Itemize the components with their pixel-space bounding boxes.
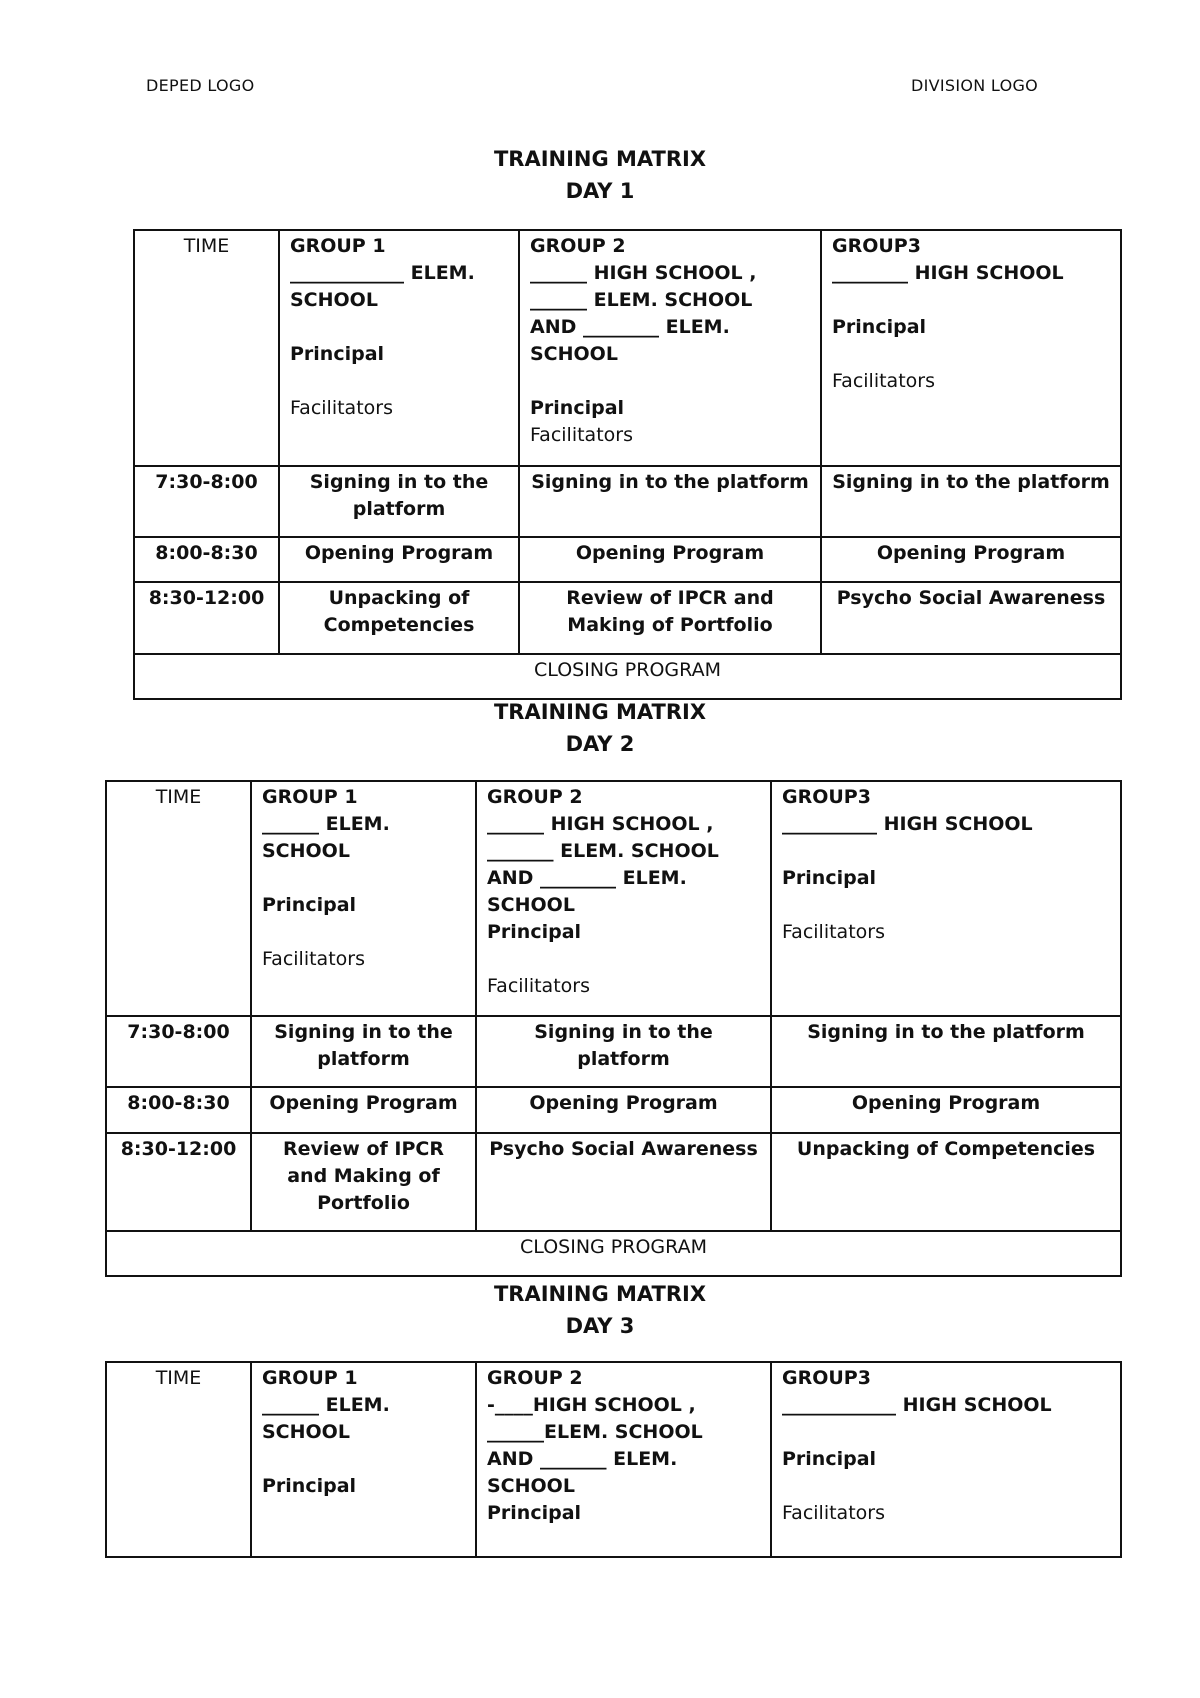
day-label: DAY 1	[565, 179, 635, 203]
group3-header	[821, 230, 1121, 466]
table-row	[134, 230, 1121, 466]
group2-header	[519, 230, 821, 466]
group-school: _______ ELEM. SCHOOL	[487, 840, 719, 862]
time-header: TIME	[106, 1362, 251, 1557]
day1-title	[0, 143, 1200, 207]
matrix-title: TRAINING MATRIX	[493, 700, 707, 724]
principal-label: Principal	[782, 867, 877, 889]
group-name: GROUP 1	[262, 786, 358, 808]
table-row	[106, 781, 1121, 1016]
closing-program: CLOSING PROGRAM	[134, 654, 1121, 699]
time-header: TIME	[106, 781, 251, 1016]
division-logo-placeholder: DIVISION LOGO	[911, 76, 1039, 95]
group3-header	[771, 781, 1121, 1016]
table-row	[106, 1016, 1121, 1087]
activity-cell: Signing in to the platform	[821, 466, 1121, 537]
group-school: AND ________ ELEM. SCHOOL	[530, 316, 730, 365]
activity-cell: Signing in to the platform	[251, 1016, 476, 1087]
activity-cell: Psycho Social Awareness	[821, 582, 1121, 654]
activity-cell: Unpacking of Competencies	[279, 582, 519, 654]
time-cell: 8:00-8:30	[106, 1087, 251, 1133]
principal-label: Principal	[262, 1475, 357, 1497]
facilitators-label: Facilitators	[290, 397, 393, 419]
group-school: ______ ELEM. SCHOOL	[262, 1394, 390, 1443]
group-school: ______ HIGH SCHOOL ,	[487, 813, 714, 835]
group-name: GROUP 2	[487, 786, 583, 808]
group-school: ______ELEM. SCHOOL	[487, 1421, 703, 1443]
group1-header	[251, 1362, 476, 1557]
group-school: ______ ELEM. SCHOOL	[530, 289, 753, 311]
activity-cell: Opening Program	[476, 1087, 771, 1133]
activity-cell: Signing in to the platform	[476, 1016, 771, 1087]
matrix-title: TRAINING MATRIX	[493, 1282, 707, 1306]
activity-cell: Opening Program	[251, 1087, 476, 1133]
group-name: GROUP3	[782, 786, 871, 808]
table-row	[134, 537, 1121, 582]
table-row	[134, 582, 1121, 654]
table-row	[134, 654, 1121, 699]
table-row	[106, 1133, 1121, 1231]
time-cell: 8:30-12:00	[134, 582, 279, 654]
principal-label: Principal	[290, 343, 385, 365]
activity-cell: Signing in to the platform	[519, 466, 821, 537]
activity-cell: Review of IPCR and Making of Portfolio	[251, 1133, 476, 1231]
activity-cell: Opening Program	[279, 537, 519, 582]
day3-title	[0, 1278, 1200, 1342]
activity-cell: Psycho Social Awareness	[476, 1133, 771, 1231]
group-name: GROUP 2	[487, 1367, 583, 1389]
activity-cell: Opening Program	[771, 1087, 1121, 1133]
day2-title	[0, 696, 1200, 760]
principal-label: Principal	[782, 1448, 877, 1470]
time-cell: 8:00-8:30	[134, 537, 279, 582]
activity-cell: Opening Program	[519, 537, 821, 582]
principal-label: Principal	[487, 1502, 582, 1524]
table-row	[106, 1087, 1121, 1133]
day-label: DAY 3	[565, 1314, 635, 1338]
group-name: GROUP 2	[530, 235, 626, 257]
time-cell: 7:30-8:00	[106, 1016, 251, 1087]
principal-label: Principal	[487, 921, 582, 943]
group1-header	[279, 230, 519, 466]
activity-cell: Opening Program	[821, 537, 1121, 582]
day1-matrix-table	[133, 229, 1122, 700]
group2-header	[476, 781, 771, 1016]
principal-label: Principal	[832, 316, 927, 338]
table-row	[106, 1362, 1121, 1557]
group-name: GROUP 1	[262, 1367, 358, 1389]
day2-matrix-table	[105, 780, 1122, 1277]
day-label: DAY 2	[565, 732, 635, 756]
group-school: AND ________ ELEM. SCHOOL	[487, 867, 687, 916]
closing-program: CLOSING PROGRAM	[106, 1231, 1121, 1276]
group-school: AND _______ ELEM. SCHOOL	[487, 1448, 678, 1497]
facilitators-label: Facilitators	[782, 1502, 885, 1524]
principal-label: Principal	[530, 397, 625, 419]
group3-header	[771, 1362, 1121, 1557]
group2-header	[476, 1362, 771, 1557]
group-school: ____________ HIGH SCHOOL	[782, 1394, 1052, 1416]
time-cell: 7:30-8:00	[134, 466, 279, 537]
group1-header	[251, 781, 476, 1016]
facilitators-label: Facilitators	[487, 975, 590, 997]
activity-cell: Review of IPCR and Making of Portfolio	[519, 582, 821, 654]
group-school: ______ ELEM. SCHOOL	[262, 813, 390, 862]
group-school: __________ HIGH SCHOOL	[782, 813, 1033, 835]
deped-logo-placeholder: DEPED LOGO	[146, 76, 255, 95]
facilitators-label: Facilitators	[530, 424, 633, 446]
principal-label: Principal	[262, 894, 357, 916]
group-name: GROUP 1	[290, 235, 386, 257]
group-school: ______ HIGH SCHOOL ,	[530, 262, 757, 284]
activity-cell: Signing in to the platform	[771, 1016, 1121, 1087]
activity-cell: Unpacking of Competencies	[771, 1133, 1121, 1231]
facilitators-label: Facilitators	[782, 921, 885, 943]
time-cell: 8:30-12:00	[106, 1133, 251, 1231]
group-school: -____HIGH SCHOOL ,	[487, 1394, 696, 1416]
day3-matrix-table	[105, 1361, 1122, 1558]
table-row	[106, 1231, 1121, 1276]
table-row	[134, 466, 1121, 537]
group-name: GROUP3	[782, 1367, 871, 1389]
time-header: TIME	[134, 230, 279, 466]
matrix-title: TRAINING MATRIX	[493, 147, 707, 171]
facilitators-label: Facilitators	[262, 948, 365, 970]
activity-cell: Signing in to the platform	[279, 466, 519, 537]
group-school: ________ HIGH SCHOOL	[832, 262, 1064, 284]
facilitators-label: Facilitators	[832, 370, 935, 392]
group-name: GROUP3	[832, 235, 921, 257]
group-school: ____________ ELEM. SCHOOL	[290, 262, 475, 311]
